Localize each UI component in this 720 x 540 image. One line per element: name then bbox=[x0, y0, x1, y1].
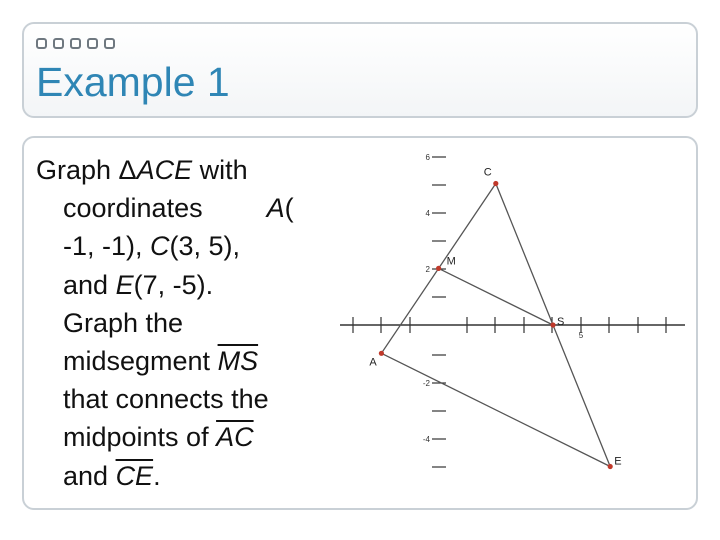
square-icon bbox=[53, 38, 64, 49]
segment-MS bbox=[439, 268, 553, 325]
point-label-A: A bbox=[369, 356, 377, 369]
slide-title: Example 1 bbox=[36, 59, 230, 105]
problem-text-span: Graph Δ bbox=[36, 155, 137, 185]
segment-name: $\overline{MS}$ bbox=[217, 346, 259, 377]
point-name: E bbox=[115, 269, 134, 300]
point-A bbox=[379, 351, 384, 356]
y-axis-ticks bbox=[432, 157, 446, 467]
y-tick-label: -4 bbox=[422, 435, 430, 444]
coordinate-graph bbox=[340, 145, 690, 485]
problem-text bbox=[36, 151, 336, 495]
point-label-S: S bbox=[557, 316, 565, 328]
problem-text-span: . bbox=[153, 460, 161, 491]
square-icon bbox=[87, 38, 98, 49]
problem-text-span: midsegment bbox=[63, 346, 218, 377]
problem-line-7: that connects the bbox=[63, 384, 269, 415]
point-C bbox=[493, 181, 498, 186]
point-name: A bbox=[266, 193, 285, 224]
segment-AE bbox=[381, 353, 610, 466]
problem-line-3 bbox=[36, 227, 336, 265]
square-icon bbox=[36, 38, 47, 49]
problem-text-span: and bbox=[63, 269, 116, 300]
segment-name: $\overline{AC}$ bbox=[216, 422, 254, 453]
problem-line-4 bbox=[36, 266, 336, 304]
point-M bbox=[436, 266, 441, 271]
problem-text-span: -1, -1), bbox=[63, 231, 151, 262]
problem-text-span: (3, 5), bbox=[169, 231, 241, 262]
problem-text-span: midpoints of bbox=[63, 422, 217, 453]
problem-text-span: ( bbox=[284, 193, 294, 224]
y-tick-label: 6 bbox=[425, 153, 430, 162]
triangle-name: ACE bbox=[136, 155, 193, 185]
problem-line-9 bbox=[36, 457, 336, 495]
problem-text-span: with bbox=[192, 155, 248, 185]
point-label-M: M bbox=[446, 255, 456, 268]
y-tick-label: 4 bbox=[425, 209, 430, 218]
point-S bbox=[550, 322, 555, 327]
problem-text-span: (7, -5). bbox=[133, 269, 214, 300]
y-tick-label: -2 bbox=[422, 379, 430, 388]
problem-line-1 bbox=[36, 151, 336, 189]
problem-line-2 bbox=[36, 189, 336, 227]
point-E bbox=[608, 464, 613, 469]
square-icon bbox=[104, 38, 115, 49]
point-label-E: E bbox=[614, 455, 622, 468]
point-name: C bbox=[150, 231, 170, 262]
point-label-C: C bbox=[483, 166, 492, 179]
problem-line-6 bbox=[36, 342, 336, 380]
segment-name: $\overline{CE}$ bbox=[115, 460, 154, 491]
y-tick-label: 2 bbox=[425, 265, 430, 274]
problem-text-span: coordinates bbox=[63, 193, 203, 224]
problem-line-8 bbox=[36, 418, 336, 456]
problem-line-5: Graph the bbox=[63, 307, 184, 338]
square-icon bbox=[70, 38, 81, 49]
decorative-squares bbox=[36, 38, 115, 49]
problem-text-span: and bbox=[63, 460, 116, 491]
x-tick-label: 5 bbox=[578, 331, 584, 340]
